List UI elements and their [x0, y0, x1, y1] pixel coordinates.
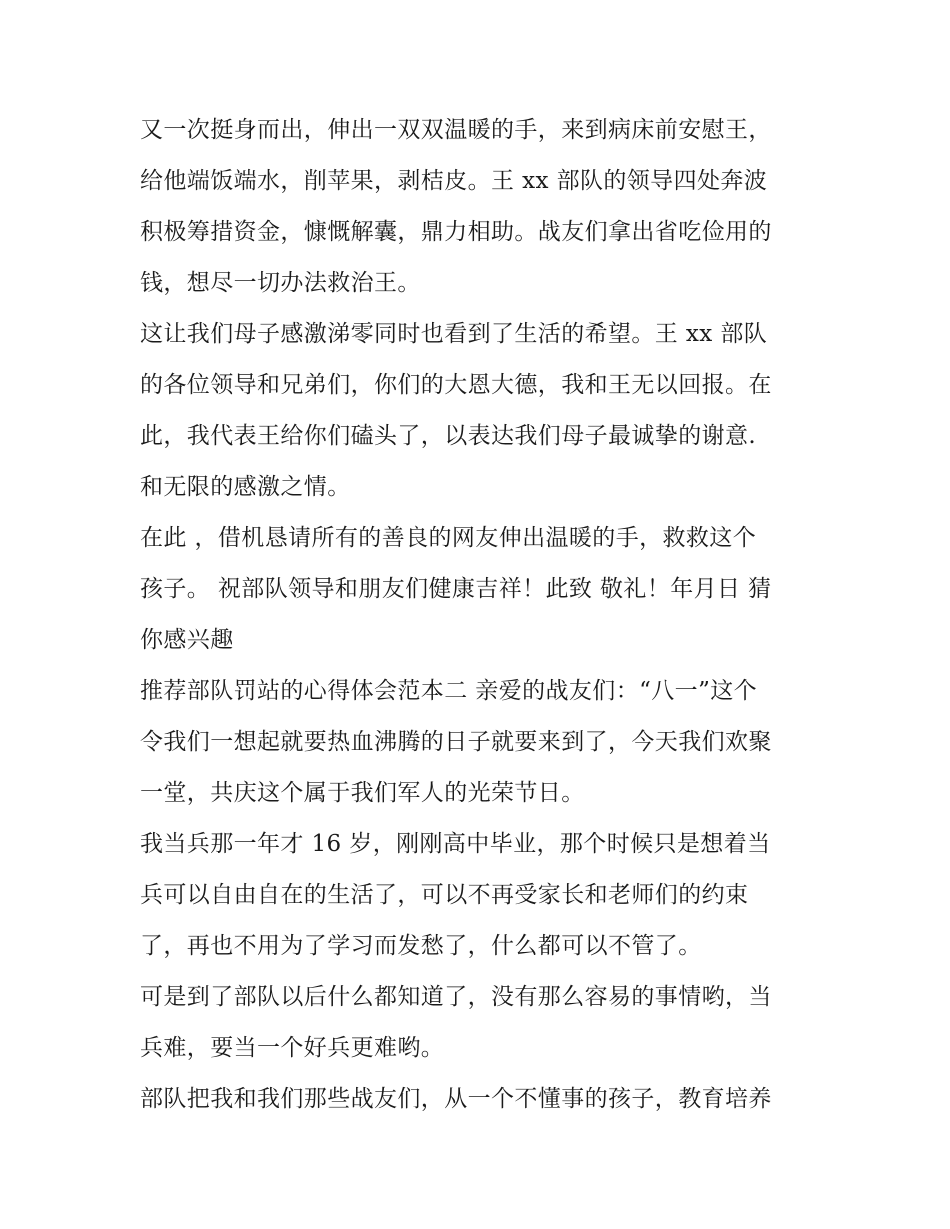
text-line: 钱，想尽一切办法救治王。 [140, 270, 421, 296]
text-line: 兵难，要当一个好兵更难哟。 [140, 1035, 445, 1061]
text-line: 了，再也不用为了学习而发愁了，什么都可以不管了。 [140, 933, 702, 959]
text-line: 推荐部队罚站的心得体会范本二 亲爱的战友们：“八一”这个 [140, 678, 758, 704]
text-line: 一堂，共庆这个属于我们军人的光荣节日。 [140, 780, 585, 806]
text-line: 这让我们母子感激涕零同时也看到了生活的希望。王 xx 部队 [140, 321, 768, 347]
document-body [140, 105, 820, 1125]
text-line: 又一次挺身而出，伸出一双双温暖的手，来到病床前安慰王， [140, 117, 772, 143]
text-line: 给他端饭端水，削苹果，剥桔皮。王 xx 部队的领导四处奔波 [140, 168, 768, 194]
text-line: 我当兵那一年才 16 岁，刚刚高中毕业，那个时候只是想着当 [140, 831, 771, 857]
text-line: 孩子。 祝部队领导和朋友们健康吉祥！此致 敬礼！年月日 猜 [140, 576, 772, 602]
text-line: 兵可以自由自在的生活了，可以不再受家长和老师们的约束 [140, 882, 749, 908]
text-line: 令我们一想起就要热血沸腾的日子就要来到了，今天我们欢聚 [140, 729, 772, 755]
text-line: 的各位领导和兄弟们，你们的大恩大德，我和王无以回报。在 [140, 372, 772, 398]
text-line: 积极筹措资金，慷慨解囊，鼎力相助。战友们拿出省吃俭用的 [140, 219, 772, 245]
text-line: 可是到了部队以后什么都知道了，没有那么容易的事情哟，当 [140, 984, 772, 1010]
text-line: 部队把我和我们那些战友们，从一个不懂事的孩子，教育培养 [140, 1086, 772, 1112]
text-line: 你感兴趣 [140, 627, 234, 653]
text-line: 和无限的感激之情。 [140, 474, 351, 500]
text-line: 在此 ，借机恳请所有的善良的网友伸出温暖的手，救救这个 [140, 525, 757, 551]
text-line: 此，我代表王给你们磕头了，以表达我们母子最诚挚的谢意. [140, 423, 757, 449]
